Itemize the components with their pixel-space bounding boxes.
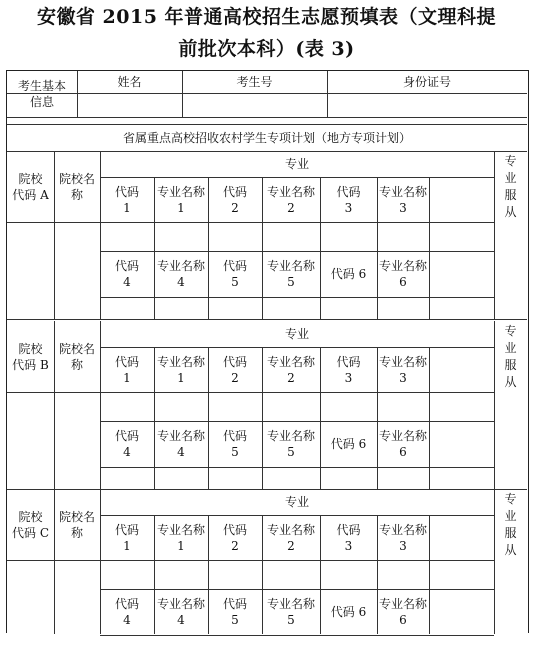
special-plan-title-text: 省属重点高校招收农村学生专项计划（地方专项计划） [122,130,411,145]
school-code-label-0-text: 院校 [18,171,43,186]
exam-number-label-text: 考生号 [236,75,273,89]
code-6-label-2-text: 代码 6 [330,605,367,619]
code-3-label-0-text: 代码 [336,184,361,199]
code-6-label-2 [320,589,377,635]
major-entry-field-0-2[interactable] [208,222,262,251]
school-name-label-2 [54,489,100,560]
code-4-label-1-text: 代码 [114,429,139,443]
school-name-label-0-text: 院校名称 [58,171,95,202]
obey-major-label-0-text: 专 [504,153,517,168]
id-number-field[interactable] [327,93,527,117]
code-1-label-0-text: 1 [123,200,131,215]
major-entry-field-b-0-6[interactable] [429,297,494,319]
student-info-label [7,71,77,117]
major-entry-field-b-0-1[interactable] [154,297,208,319]
major-entry-field-0-6[interactable] [429,222,494,251]
code-2-label-2 [208,515,262,560]
major-entry-field-0-4[interactable] [320,222,377,251]
school-code-label-2-text: 代码 C [12,525,49,540]
major-1-label-0-text: 专业名称 1 [156,184,205,215]
code-4-label-0 [100,251,154,297]
grid-line [100,635,494,636]
school-code-label-1-text: 代码 B [12,357,49,372]
name-field[interactable] [77,93,182,117]
obey-major-field-0[interactable] [494,222,527,319]
major-entry-field-b-1-2[interactable] [208,467,262,489]
obey-major-label-0-text: 从 [504,204,517,219]
code-3-label-0 [320,177,377,222]
major-entry-field-2-5[interactable] [377,560,429,589]
code-5-label-1-text: 代码 [222,429,247,443]
major-5-label-0-text: 专业名称 5 [266,259,315,289]
exam-number-label [182,71,327,93]
school-name-label-2-text: 院校名称 [58,509,95,540]
major-header-2-text: 专业 [284,495,309,509]
major-entry-field-2-3[interactable] [262,560,320,589]
code-5-label-2 [208,589,262,635]
major-entry-field-b-1-6[interactable] [429,467,494,489]
code-2-label-0 [208,177,262,222]
obey-major-label-1-text: 专 [504,323,517,338]
student-info-label-text: 信息 [29,95,54,109]
code-1-label-0 [100,177,154,222]
major-header-1-text: 专业 [284,327,309,341]
major-entry-field-2-4[interactable] [320,560,377,589]
school-code-label-0 [7,151,54,222]
major-3-label-1 [377,347,429,392]
code-3-label-2-text: 3 [344,538,353,553]
major-entry-field-1-5[interactable] [377,392,429,421]
major-entry-field-b-0-2[interactable] [208,297,262,319]
major-6-label-1 [377,421,429,467]
exam-number-field[interactable] [182,93,327,117]
code-1-label-2-text: 代码 [114,522,139,537]
major-entry-field-1-6[interactable] [429,392,494,421]
major-entry-field-0-5[interactable] [377,222,429,251]
obey-major-label-1 [494,321,527,392]
major-4-label-2-text: 专业名称 4 [156,597,205,627]
code-2-label-2-text: 2 [231,538,239,553]
code-5-label-1 [208,421,262,467]
major-4-label-1 [154,421,208,467]
major-1-label-1 [154,347,208,392]
code-5-label-2-text: 5 [231,613,239,627]
major-entry-field-2-6[interactable] [429,560,494,589]
major-2-label-2-text: 专业名称 2 [266,522,315,553]
code-5-label-0-text: 代码 [222,259,247,273]
code-2-label-0-text: 代码 [222,184,247,199]
code-1-label-1-text: 1 [123,370,131,385]
major-1-label-1-text: 专业名称 1 [156,354,205,385]
code-6-label-1-text: 代码 6 [330,437,367,451]
major-entry-field-b-0-3[interactable] [262,297,320,319]
major-6-label-0 [377,251,429,297]
code-4-label-0-text: 4 [123,275,131,289]
major-entry-field-2-0[interactable] [100,560,154,589]
code-3-label-0-text: 3 [344,200,353,215]
code-4-label-1 [100,421,154,467]
major-3-label-2 [377,515,429,560]
major-2-label-1 [262,347,320,392]
major-entry-field-b-0-4[interactable] [320,297,377,319]
major-5-label-2 [262,589,320,635]
school-code-label-0-text: 代码 A [12,187,49,202]
code-3-label-1-text: 3 [344,370,353,385]
major-5-label-1-text: 专业名称 5 [266,429,315,459]
major-2-label-1-text: 专业名称 2 [266,354,315,385]
code-5-label-1-text: 5 [231,445,239,459]
school-code-label-1-text: 院校 [18,341,43,356]
major-entry-field-1-4[interactable] [320,392,377,421]
school-name-field-0[interactable] [54,222,100,319]
major-4-label-0 [154,251,208,297]
major-header-0-text: 专业 [284,157,309,171]
special-plan-title [7,124,527,151]
major-entry-field-0-1[interactable] [154,222,208,251]
code-2-label-1-text: 代码 [222,354,247,369]
grid-line [7,319,527,320]
code-3-label-1-text: 代码 [336,354,361,369]
major-entry-field-b-1-3[interactable] [262,467,320,489]
name-label-text: 姓名 [117,75,142,89]
major-6-label-2-text: 专业名称 6 [378,597,427,627]
school-code-field-0[interactable] [7,222,54,319]
code-2-label-0-text: 2 [231,200,239,215]
major-6-label-2 [377,589,429,635]
major-entry-field-b-1-1[interactable] [154,467,208,489]
major-entry-field-b-1-0[interactable] [100,467,154,489]
obey-major-field-1[interactable] [494,392,527,489]
major-header-0 [100,151,494,177]
major-entry-field-1-2[interactable] [208,392,262,421]
grid-line [7,117,527,118]
major-5-label-2-text: 专业名称 5 [266,597,315,627]
code-4-label-2 [100,589,154,635]
major-entry-field-b-1-4[interactable] [320,467,377,489]
obey-major-label-0-text: 业 [504,170,517,185]
code-1-label-1-text: 代码 [114,354,139,369]
major-entry-field-b-0-5[interactable] [377,297,429,319]
obey-major-label-2-text: 从 [504,542,517,557]
obey-major-label-1-text: 服 [504,357,517,372]
major-4-label-1-text: 专业名称 4 [156,429,205,459]
code-1-label-1 [100,347,154,392]
obey-major-field-2[interactable] [494,560,527,657]
major-3-label-0-text: 专业名称 3 [378,184,427,215]
obey-major-label-0 [494,151,527,222]
code-3-label-1 [320,347,377,392]
school-code-field-1[interactable] [7,392,54,489]
code-6-label-0 [320,251,377,297]
code-1-label-2-text: 1 [123,538,131,553]
major-6-label-1-text: 专业名称 6 [378,429,427,459]
code-5-label-0-text: 5 [231,275,239,289]
major-entry-field-b-0-0[interactable] [100,297,154,319]
code-6-label-0-text: 代码 6 [330,267,367,281]
student-info-label-text: 考生基本 [17,79,66,93]
obey-major-label-1-text: 业 [504,340,517,355]
major-entry-field-1-3[interactable] [262,392,320,421]
major-2-label-2 [262,515,320,560]
major-6-label-0-text: 专业名称 6 [378,259,427,289]
obey-major-label-2-text: 业 [504,508,517,523]
major-1-label-2 [154,515,208,560]
school-code-field-2[interactable] [7,560,54,657]
major-header-2 [100,489,494,515]
school-name-field-2[interactable] [54,560,100,657]
code-2-label-2-text: 代码 [222,522,247,537]
major-3-label-0 [377,177,429,222]
major-entry-field-2-2[interactable] [208,560,262,589]
major-2-label-0 [262,177,320,222]
major-4-label-2 [154,589,208,635]
major-entry-field-2-1[interactable] [154,560,208,589]
major-entry-field-1-1[interactable] [154,392,208,421]
code-3-label-2-text: 代码 [336,522,361,537]
code-1-label-0-text: 代码 [114,184,139,199]
id-number-label [327,71,527,93]
major-entry-field-b-1-5[interactable] [377,467,429,489]
obey-major-label-2-text: 专 [504,491,517,506]
obey-major-label-0-text: 服 [504,187,517,202]
school-code-label-1 [7,321,54,392]
school-name-label-1-text: 院校名称 [58,341,95,372]
code-6-label-1 [320,421,377,467]
code-4-label-0-text: 代码 [114,259,139,273]
major-3-label-2-text: 专业名称 3 [378,522,427,553]
school-name-label-1 [54,321,100,392]
major-1-label-2-text: 专业名称 1 [156,522,205,553]
school-code-label-2 [7,489,54,560]
code-1-label-2 [100,515,154,560]
major-entry-field-0-3[interactable] [262,222,320,251]
name-label [77,71,182,93]
code-3-label-2 [320,515,377,560]
application-form-table [6,70,529,633]
major-entry-field-1-0[interactable] [100,392,154,421]
obey-major-label-2-text: 服 [504,525,517,540]
form-title-line-1: 安徽省 2015 年普通高校招生志愿预填表（文理科提 [36,6,497,28]
code-5-label-0 [208,251,262,297]
code-2-label-1-text: 2 [231,370,239,385]
id-number-label-text: 身份证号 [402,75,451,89]
code-4-label-1-text: 4 [123,445,131,459]
obey-major-label-1-text: 从 [504,374,517,389]
major-3-label-1-text: 专业名称 3 [378,354,427,385]
major-5-label-0 [262,251,320,297]
school-name-field-1[interactable] [54,392,100,489]
school-code-label-2-text: 院校 [18,509,43,524]
major-5-label-1 [262,421,320,467]
code-4-label-2-text: 代码 [114,597,139,611]
obey-major-label-2 [494,489,527,560]
code-5-label-2-text: 代码 [222,597,247,611]
code-4-label-2-text: 4 [123,613,131,627]
major-4-label-0-text: 专业名称 4 [156,259,205,289]
major-2-label-0-text: 专业名称 2 [266,184,315,215]
major-entry-field-0-0[interactable] [100,222,154,251]
school-name-label-0 [54,151,100,222]
major-1-label-0 [154,177,208,222]
form-title-line-2: 前批次本科）(表 3) [178,38,355,60]
code-2-label-1 [208,347,262,392]
major-header-1 [100,321,494,347]
